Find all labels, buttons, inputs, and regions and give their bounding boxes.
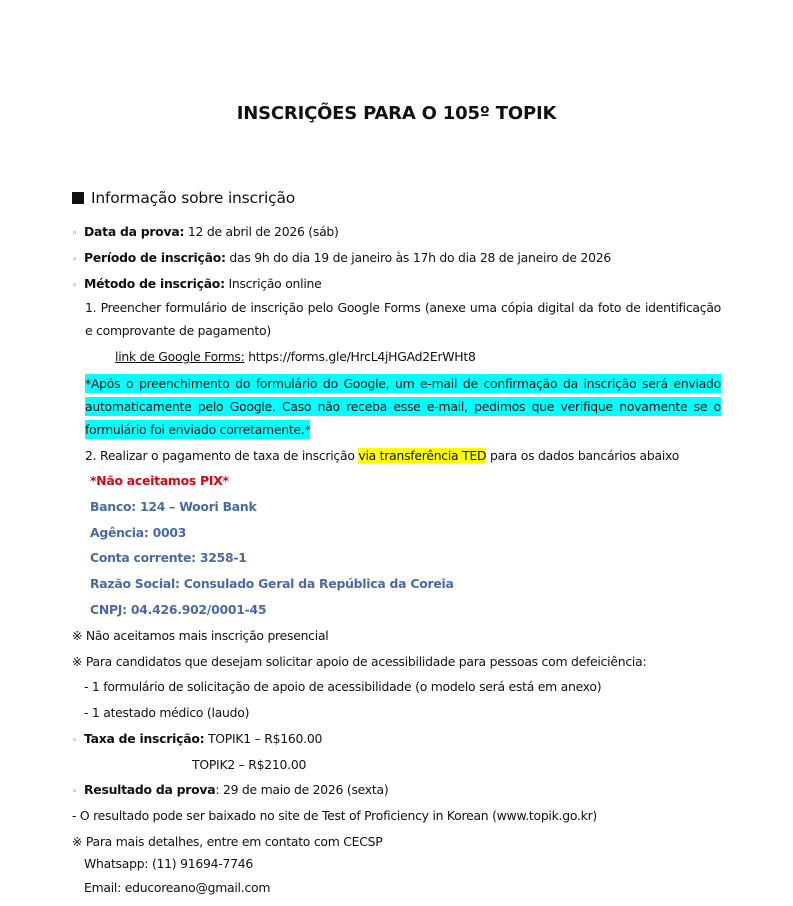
bullet-icon: ◦ [72, 229, 78, 239]
bullet-icon: ◦ [72, 736, 78, 746]
google-forms-link-row [115, 348, 476, 365]
contact-intro: ※ Para mais detalhes, entre em contato com CECSP [72, 834, 383, 849]
exam-date-label: Data da prova: [84, 224, 185, 239]
bank-name: Banco: 124 – Woori Bank [90, 499, 257, 514]
bank-cnpj: CNPJ: 04.426.902/0001-45 [90, 602, 267, 617]
bullet-icon: ◦ [72, 255, 78, 265]
method-label: Método de inscrição: [84, 276, 225, 291]
no-pix-warning: *Não aceitamos PIX* [90, 473, 229, 488]
bank-company-name: Razão Social: Consulado Geral da República da Coreia [90, 576, 454, 591]
period-value: das 9h do dia 19 de janeiro às 17h do dia 28 de janeiro de 2026 [225, 250, 611, 265]
method-row [72, 275, 322, 295]
exam-date-value: 12 de abril de 2026 (sáb) [184, 224, 339, 239]
fee-topik2: TOPIK2 – R$210.00 [192, 757, 307, 772]
accessibility-item: - 1 formulário de solicitação de apoio de acessibilidade (o modelo será está em anexo) [84, 679, 602, 694]
result-label: Resultado da prova [84, 782, 216, 797]
accessibility-note: ※ Para candidatos que desejam solicitar apoio de acessibilidade para pessoas com defeiciência: [72, 654, 647, 669]
step2-highlight: via transferência TED [358, 448, 487, 463]
period-label: Período de inscrição: [84, 250, 226, 265]
bank-account: Conta corrente: 3258-1 [90, 550, 247, 565]
result-note: - O resultado pode ser baixado no site de Test of Proficiency in Korean (www.topik.go.kr) [72, 808, 598, 823]
contact-email: Email: educoreano@gmail.com [84, 880, 271, 895]
fee-topik1: TOPIK1 – R$160.00 [204, 731, 323, 746]
method-value: Inscrição online [224, 276, 322, 291]
step1-text: 1. Preencher formulário de inscrição pelo Google Forms (anexe uma cópia digital da foto de identificação e comprovante de pagamento) [85, 300, 721, 338]
square-bullet-icon [72, 192, 84, 204]
step2-suffix: para os dados bancários abaixo [486, 448, 680, 463]
confirmation-notice [85, 372, 721, 441]
page-title: INSCRIÇÕES PARA O 105º TOPIK [236, 103, 557, 124]
no-presencial-note: ※ Não aceitamos mais inscrição presencial [72, 628, 329, 643]
fee-label: Taxa de inscrição: [84, 731, 205, 746]
bank-agency: Agência: 0003 [90, 525, 187, 540]
fee-row [72, 730, 322, 750]
section-heading-text: Informação sobre inscrição [91, 189, 296, 207]
confirmation-notice-text: *Após o preenchimento do formulário do Google, um e-mail de confirmação da inscrição será enviado automaticamente pelo Google. Caso não receba esse e-mail, pedimos que verifique novamente se o formulário foi enviado corretamente.* [85, 376, 721, 437]
result-value: : 29 de maio de 2026 (sexta) [215, 782, 389, 797]
accessibility-item: - 1 atestado médico (laudo) [84, 705, 250, 720]
bullet-icon: ◦ [72, 787, 78, 797]
exam-date-row [72, 223, 339, 243]
bullet-icon: ◦ [72, 281, 78, 291]
section-heading [72, 190, 295, 207]
step2-prefix: 2. Realizar o pagamento de taxa de inscrição [85, 448, 359, 463]
contact-whatsapp: Whatsapp: (11) 91694-7746 [84, 856, 253, 871]
google-forms-link-label[interactable]: link de Google Forms: [115, 349, 245, 364]
step2-row [85, 447, 679, 464]
result-row [72, 781, 388, 801]
period-row [72, 249, 611, 269]
google-forms-link-url[interactable]: https://forms.gle/HrcL4jHGAd2ErWHt8 [244, 349, 476, 364]
